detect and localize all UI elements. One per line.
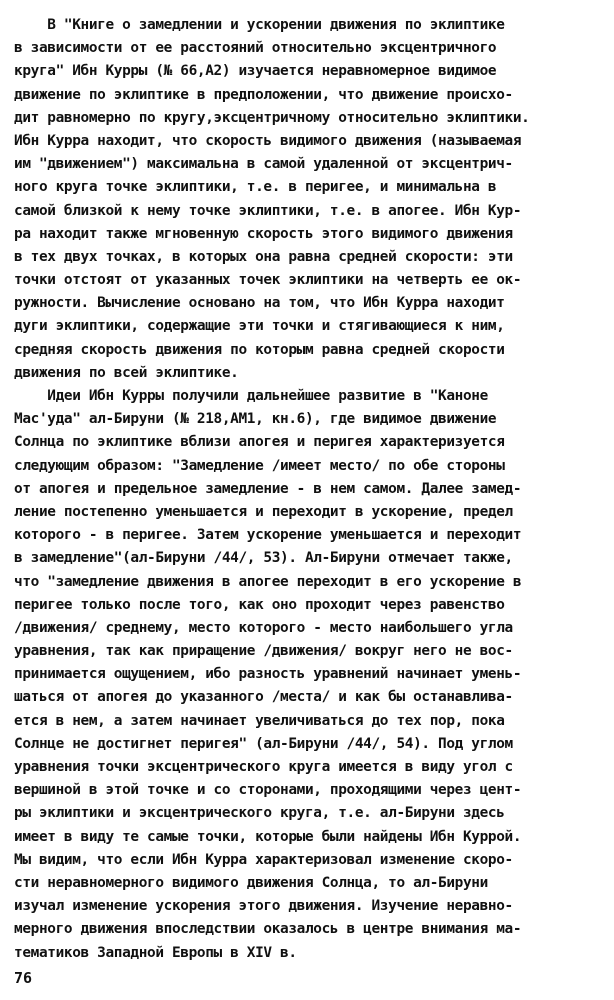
text-line: следующим образом: "Замедление /имеет место/ по обе стороны bbox=[14, 457, 505, 474]
text-line: в зависимости от ее расстояний относительно эксцентричного bbox=[14, 40, 497, 57]
text-line: уравнения точки эксцентрического круга имеется в виду угол с bbox=[14, 759, 513, 775]
text-line: перигее только после того, как оно проходит через равенство bbox=[14, 596, 505, 613]
text-line: изучал изменение ускорения этого движения. Изучение неравно- bbox=[14, 898, 513, 915]
text-line: уравнения, так как приращение /движения/ вокруг него не вос- bbox=[14, 643, 513, 660]
text-line: В "Книге о замедлении и ускорении движения по эклиптике bbox=[14, 17, 505, 33]
text-line: в тех двух точках, в которых она равна средней скорости: эти bbox=[14, 248, 513, 265]
body-text bbox=[14, 14, 604, 965]
text-line: Ибн Курра находит, что скорость видимого движения (называемая bbox=[14, 132, 522, 149]
text-line: принимается ощущением, ибо разность уравнений начинает умень- bbox=[14, 666, 522, 683]
text-line: ружности. Вычисление основано на том, что Ибн Курра находит bbox=[14, 295, 505, 312]
text-line: движение по эклиптике в предположении, что движение происхо- bbox=[14, 86, 513, 103]
text-line: /движения/ среднему, место которого - место наибольшего угла bbox=[14, 619, 513, 636]
text-line: Мы видим, что если Ибн Курра характеризовал изменение скоро- bbox=[14, 851, 513, 868]
text-line: что "замедление движения в апогее переходит в его ускорение в bbox=[14, 573, 522, 590]
text-line: им "движением") максимальна в самой удаленной от эксцентрич- bbox=[14, 156, 513, 173]
text-line: Солнца по эклиптике вблизи апогея и перигея характеризуется bbox=[14, 434, 505, 451]
text-line: дуги эклиптики, содержащие эти точки и стягивающиеся к ним, bbox=[14, 318, 505, 335]
text-line: ры эклиптики и эксцентрического круга, т.е. ал-Бируни здесь bbox=[14, 805, 505, 822]
text-line: сти неравномерного видимого движения Солнца, то ал-Бируни bbox=[14, 874, 488, 891]
text-line: ра находит также мгновенную скорость этого видимого движения bbox=[14, 225, 513, 242]
page-number: 76 bbox=[14, 969, 33, 987]
text-line: ется в нем, а затем начинает увеличиваться до тех пор, пока bbox=[14, 712, 505, 729]
text-line: вершиной в этой точке и со сторонами, проходящими через цент- bbox=[14, 782, 522, 799]
text-line: Солнце не достигнет перигея" (ал-Бируни /44/, 54). Под углом bbox=[14, 735, 513, 752]
text-line: шаться от апогея до указанного /места/ и как бы останавлива- bbox=[14, 689, 513, 706]
text-line: имеет в виду те самые точки, которые были найдены Ибн Куррой. bbox=[14, 828, 522, 845]
text-line: круга" Ибн Курры (№ 66,А2) изучается неравномерное видимое bbox=[14, 63, 497, 80]
text-line: Идеи Ибн Курры получили дальнейшее развитие в "Каноне bbox=[14, 388, 488, 404]
text-line: в замедление"(ал-Бируни /44/, 53). Ал-Бируни отмечает также, bbox=[14, 550, 513, 567]
text-line: ного круга точке эклиптики, т.е. в перигее, и минимальна в bbox=[14, 179, 497, 196]
text-line: дит равномерно по кругу,эксцентричному относительно эклиптики. bbox=[14, 109, 530, 126]
text-line: от апогея и предельное замедление - в нем самом. Далее замед- bbox=[14, 480, 522, 497]
text-line: средняя скорость движения по которым равна средней скорости bbox=[14, 341, 505, 358]
text-line: которого - в перигее. Затем ускорение уменьшается и переходит bbox=[14, 527, 522, 544]
text-line: движения по всей эклиптике. bbox=[14, 364, 239, 381]
text-line: тематиков Западной Европы в XIV в. bbox=[14, 944, 297, 961]
text-line: ление постепенно уменьшается и переходит в ускорение, предел bbox=[14, 503, 513, 520]
text-line: Мас'уда" ал-Бируни (№ 218,АМ1, кн.6), где видимое движение bbox=[14, 411, 497, 428]
text-line: самой близкой к нему точке эклиптики, т.е. в апогее. Ибн Кур- bbox=[14, 202, 522, 219]
text-line: мерного движения впоследствии оказалось в центре внимания ма- bbox=[14, 921, 522, 938]
text-line: точки отстоят от указанных точек эклиптики на четверть ее ок- bbox=[14, 272, 522, 289]
